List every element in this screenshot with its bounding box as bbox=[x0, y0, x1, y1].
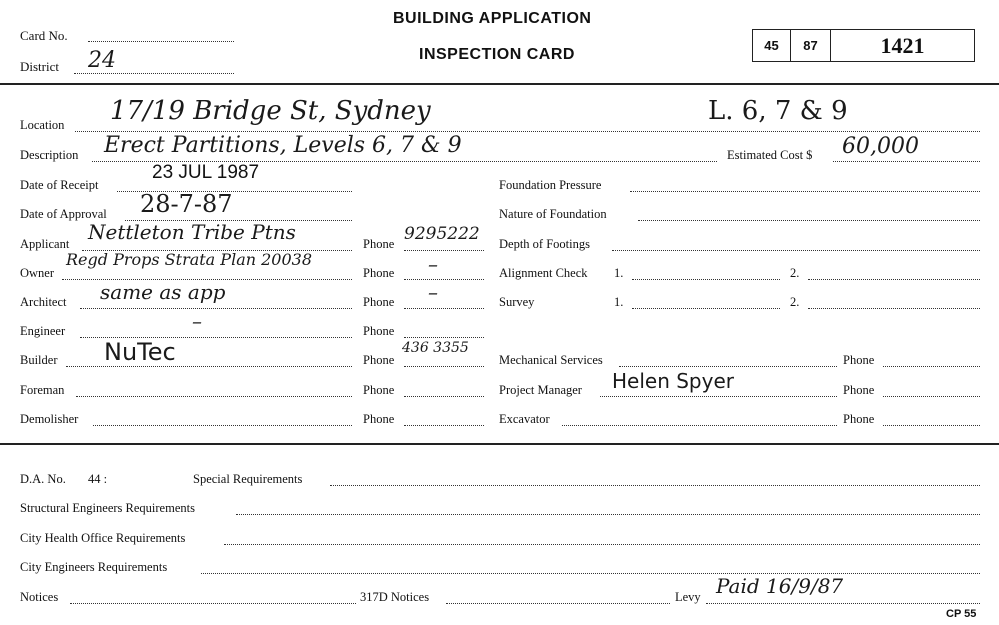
special-requirements-field[interactable] bbox=[330, 485, 980, 486]
alignment-1-label: 1. bbox=[614, 266, 624, 280]
owner-phone-label: Phone bbox=[363, 266, 395, 280]
card-no-label: Card No. bbox=[20, 28, 68, 43]
engineers-label: City Engineers Requirements bbox=[20, 560, 168, 574]
applicant-phone-field[interactable] bbox=[404, 250, 484, 251]
form-title-line1: BUILDING APPLICATION bbox=[393, 10, 592, 27]
demolisher-phone-field[interactable] bbox=[404, 425, 484, 426]
applicant-phone: 9295222 bbox=[404, 224, 480, 244]
owner-label: Owner bbox=[20, 266, 55, 280]
nature-foundation-field[interactable] bbox=[638, 220, 980, 221]
header-divider bbox=[0, 83, 999, 85]
alignment-check-label: Alignment Check bbox=[499, 266, 588, 280]
structural-label: Structural Engineers Requirements bbox=[20, 501, 195, 515]
card-number: 1421 bbox=[830, 29, 975, 62]
builder-label: Builder bbox=[20, 353, 58, 367]
project-manager-label: Project Manager bbox=[499, 383, 582, 397]
builder-phone-label: Phone bbox=[363, 353, 395, 367]
builder-phone-field[interactable] bbox=[404, 366, 484, 367]
depth-footings-label: Depth of Footings bbox=[499, 237, 590, 251]
builder-phone: 436 3355 bbox=[402, 340, 469, 356]
architect-phone-label: Phone bbox=[363, 295, 395, 309]
alignment-1-field[interactable] bbox=[632, 279, 780, 280]
architect-phone-field[interactable] bbox=[404, 308, 484, 309]
location-label: Location bbox=[20, 118, 65, 132]
notices-field[interactable] bbox=[70, 603, 356, 604]
engineer-label: Engineer bbox=[20, 324, 66, 338]
excavator-label: Excavator bbox=[499, 412, 550, 426]
approval-value: 28-7-87 bbox=[140, 190, 233, 218]
applicant-value: Nettleton Tribe Ptns bbox=[88, 220, 296, 244]
description-label: Description bbox=[20, 148, 79, 162]
builder-value: NuTec bbox=[104, 338, 176, 366]
engineers-field[interactable] bbox=[201, 573, 980, 574]
excavator-field[interactable] bbox=[562, 425, 837, 426]
demolisher-field[interactable] bbox=[93, 425, 352, 426]
location-value: 17/19 Bridge St, Sydney bbox=[110, 96, 431, 126]
mechanical-phone-field[interactable] bbox=[883, 366, 980, 367]
da-no-value: 44 : bbox=[88, 472, 108, 486]
architect-value: same as app bbox=[100, 280, 226, 304]
structural-field[interactable] bbox=[236, 514, 980, 515]
project-manager-value: Helen Spyer bbox=[612, 369, 734, 393]
foundation-pressure-field[interactable] bbox=[630, 191, 980, 192]
builder-field[interactable] bbox=[66, 366, 352, 367]
form-code: CP 55 bbox=[946, 608, 977, 620]
foreman-phone-label: Phone bbox=[363, 383, 395, 397]
owner-phone-field[interactable] bbox=[404, 279, 484, 280]
project-manager-phone-field[interactable] bbox=[883, 396, 980, 397]
mechanical-field[interactable] bbox=[619, 366, 837, 367]
owner-value: Regd Props Strata Plan 20038 bbox=[66, 250, 313, 269]
district-label: District bbox=[20, 59, 59, 74]
alignment-2-label: 2. bbox=[790, 266, 800, 280]
description-value: Erect Partitions, Levels 6, 7 & 9 bbox=[104, 133, 462, 158]
mechanical-phone-label: Phone bbox=[843, 353, 875, 367]
approval-label: Date of Approval bbox=[20, 207, 107, 221]
location-field[interactable] bbox=[75, 131, 980, 132]
district-field[interactable] bbox=[74, 73, 234, 74]
excavator-phone-label: Phone bbox=[843, 412, 875, 426]
survey-1-label: 1. bbox=[614, 295, 624, 309]
da-no-label: D.A. No. bbox=[20, 472, 66, 486]
levy-field[interactable] bbox=[706, 603, 980, 604]
owner-phone: – bbox=[428, 252, 438, 276]
foreman-phone-field[interactable] bbox=[404, 396, 484, 397]
mechanical-label: Mechanical Services bbox=[499, 353, 603, 367]
foundation-pressure-label: Foundation Pressure bbox=[499, 178, 602, 192]
estimated-cost-field[interactable] bbox=[833, 161, 980, 162]
applicant-phone-label: Phone bbox=[363, 237, 395, 251]
card-box-2: 87 bbox=[790, 29, 831, 62]
project-manager-field[interactable] bbox=[600, 396, 837, 397]
survey-1-field[interactable] bbox=[632, 308, 780, 309]
form-title-line2: INSPECTION CARD bbox=[419, 46, 575, 63]
notices-317-label: 317D Notices bbox=[360, 590, 430, 604]
engineer-phone-field[interactable] bbox=[404, 337, 484, 338]
notices-317-field[interactable] bbox=[446, 603, 670, 604]
demolisher-label: Demolisher bbox=[20, 412, 79, 426]
survey-label: Survey bbox=[499, 295, 535, 309]
notices-label: Notices bbox=[20, 590, 59, 604]
architect-field[interactable] bbox=[80, 308, 352, 309]
special-requirements-label: Special Requirements bbox=[193, 472, 303, 486]
excavator-phone-field[interactable] bbox=[883, 425, 980, 426]
engineer-value: – bbox=[192, 309, 202, 333]
section-divider bbox=[0, 443, 999, 445]
demolisher-phone-label: Phone bbox=[363, 412, 395, 426]
survey-2-label: 2. bbox=[790, 295, 800, 309]
engineer-phone-label: Phone bbox=[363, 324, 395, 338]
applicant-label: Applicant bbox=[20, 237, 70, 251]
foreman-label: Foreman bbox=[20, 383, 65, 397]
district-value: 24 bbox=[88, 48, 116, 73]
alignment-2-field[interactable] bbox=[808, 279, 980, 280]
levy-value: Paid 16/9/87 bbox=[716, 574, 844, 598]
estimated-cost-value: 60,000 bbox=[842, 134, 919, 159]
levy-label: Levy bbox=[675, 590, 701, 604]
estimated-cost-label: Estimated Cost $ bbox=[727, 148, 813, 162]
card-no-field[interactable] bbox=[88, 41, 234, 42]
nature-foundation-label: Nature of Foundation bbox=[499, 207, 607, 221]
project-manager-phone-label: Phone bbox=[843, 383, 875, 397]
architect-phone: – bbox=[428, 280, 438, 304]
health-label: City Health Office Requirements bbox=[20, 531, 186, 545]
receipt-stamp: 23 JUL 1987 bbox=[152, 162, 260, 183]
receipt-label: Date of Receipt bbox=[20, 178, 99, 192]
depth-footings-field[interactable] bbox=[612, 250, 980, 251]
card-box-1: 45 bbox=[752, 29, 791, 62]
health-field[interactable] bbox=[224, 544, 980, 545]
foreman-field[interactable] bbox=[76, 396, 352, 397]
survey-2-field[interactable] bbox=[808, 308, 980, 309]
location-levels: L. 6, 7 & 9 bbox=[708, 96, 848, 126]
architect-label: Architect bbox=[20, 295, 67, 309]
